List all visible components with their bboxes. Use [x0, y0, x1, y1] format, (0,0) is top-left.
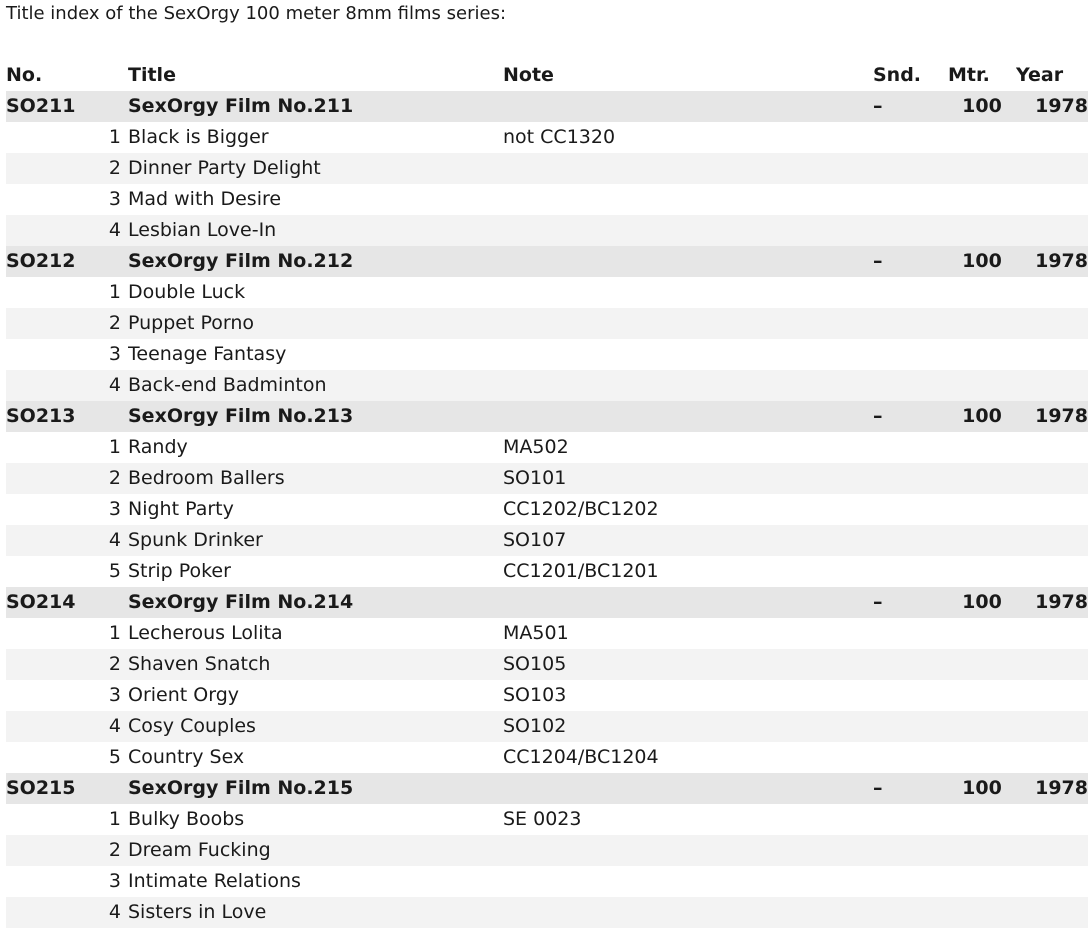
film-code: SO214	[6, 587, 128, 618]
item-sound	[873, 122, 948, 153]
item-title: Country Sex	[128, 746, 245, 768]
film-title: SexOrgy Film No.214	[128, 587, 503, 618]
item-year	[1016, 153, 1088, 184]
film-item-row	[6, 866, 1088, 897]
film-item-row	[6, 432, 1088, 463]
film-item-row	[6, 649, 1088, 680]
item-meters	[948, 711, 1016, 742]
film-meters: 100	[948, 773, 1016, 804]
item-note	[503, 184, 873, 215]
item-year	[1016, 370, 1088, 401]
item-sound	[873, 215, 948, 246]
item-note: CC1204/BC1204	[503, 746, 659, 768]
item-meters	[948, 153, 1016, 184]
item-meters	[948, 215, 1016, 246]
item-sound	[873, 277, 948, 308]
item-note	[503, 308, 873, 339]
film-title: SexOrgy Film No.211	[128, 91, 503, 122]
item-note: SO103	[503, 684, 567, 706]
item-title: Shaven Snatch	[128, 649, 503, 680]
item-sound	[873, 184, 948, 215]
film-item-row	[6, 711, 1088, 742]
item-year	[1016, 432, 1088, 463]
item-year	[1016, 277, 1088, 308]
item-meters	[948, 835, 1016, 866]
header-snd: Snd.	[873, 64, 922, 86]
item-year	[1016, 835, 1088, 866]
item-number: 3	[108, 343, 121, 365]
header-note: Note	[503, 64, 554, 86]
item-title: Randy	[128, 436, 188, 458]
item-sound	[873, 804, 948, 835]
item-sound	[873, 742, 948, 773]
film-group-row	[6, 773, 1088, 804]
film-item-row	[6, 494, 1088, 525]
film-item-row	[6, 463, 1088, 494]
film-sound: –	[873, 587, 948, 618]
film-code: SO211	[6, 91, 128, 122]
film-item-row	[6, 804, 1088, 835]
header-title: Title	[128, 64, 176, 86]
item-sound	[873, 556, 948, 587]
item-year	[1016, 711, 1088, 742]
item-title: Lesbian Love-In	[128, 215, 503, 246]
film-meters: 100	[948, 91, 1016, 122]
film-item-row	[6, 370, 1088, 401]
film-code: SO215	[6, 773, 128, 804]
film-item-row	[6, 680, 1088, 711]
item-note: SO102	[503, 711, 873, 742]
item-number: 1	[108, 436, 121, 458]
film-title: SexOrgy Film No.215	[128, 773, 503, 804]
item-meters	[948, 649, 1016, 680]
item-meters	[948, 618, 1016, 649]
film-sound: –	[873, 91, 948, 122]
item-note	[503, 866, 873, 897]
item-year	[1016, 122, 1088, 153]
item-meters	[948, 742, 1016, 773]
item-year	[1016, 184, 1088, 215]
film-note	[503, 246, 873, 277]
item-number: 3	[108, 498, 121, 520]
item-note: SE 0023	[503, 808, 582, 830]
item-number: 1	[108, 622, 121, 644]
item-number: 1	[108, 281, 121, 303]
item-number: 4	[6, 525, 128, 556]
film-sound: –	[873, 246, 948, 277]
item-year	[1016, 680, 1088, 711]
item-meters	[948, 184, 1016, 215]
item-year	[1016, 494, 1088, 525]
item-meters	[948, 897, 1016, 928]
item-sound	[873, 463, 948, 494]
item-title: Lecherous Lolita	[128, 622, 283, 644]
film-year: 1978	[1016, 91, 1088, 122]
table-header-row	[6, 60, 1088, 91]
films-table	[6, 60, 1088, 928]
item-title: Dinner Party Delight	[128, 153, 503, 184]
film-item-row	[6, 184, 1088, 215]
item-sound	[873, 649, 948, 680]
item-number: 4	[6, 215, 128, 246]
item-number: 2	[6, 649, 128, 680]
item-title: Cosy Couples	[128, 711, 503, 742]
item-number: 3	[108, 188, 121, 210]
item-sound	[873, 494, 948, 525]
header-year: Year	[1016, 64, 1064, 86]
film-note	[503, 587, 873, 618]
item-meters	[948, 277, 1016, 308]
item-meters	[948, 370, 1016, 401]
item-year	[1016, 215, 1088, 246]
item-sound	[873, 618, 948, 649]
page-intro: Title index of the SexOrgy 100 meter 8mm films series:	[6, 3, 507, 24]
film-title: SexOrgy Film No.213	[128, 401, 503, 432]
item-title: Bulky Boobs	[128, 808, 245, 830]
item-title: Orient Orgy	[128, 684, 240, 706]
item-number: 2	[6, 308, 128, 339]
film-item-row	[6, 742, 1088, 773]
item-number: 5	[108, 746, 121, 768]
item-title: Bedroom Ballers	[128, 463, 503, 494]
item-note	[503, 897, 873, 928]
item-sound	[873, 680, 948, 711]
film-item-row	[6, 835, 1088, 866]
film-code: SO213	[6, 401, 128, 432]
item-note: MA501	[503, 622, 569, 644]
item-meters	[948, 556, 1016, 587]
item-meters	[948, 122, 1016, 153]
item-title: Back-end Badminton	[128, 370, 503, 401]
item-title: Sisters in Love	[128, 897, 503, 928]
item-note	[503, 277, 873, 308]
item-number: 4	[6, 370, 128, 401]
item-title: Puppet Porno	[128, 308, 503, 339]
film-item-row	[6, 897, 1088, 928]
item-title: Intimate Relations	[128, 870, 301, 892]
film-meters: 100	[948, 587, 1016, 618]
header-mtr: Mtr.	[948, 64, 990, 86]
film-note	[503, 773, 873, 804]
item-year	[1016, 556, 1088, 587]
item-sound	[873, 153, 948, 184]
item-title: Teenage Fantasy	[128, 343, 287, 365]
item-number: 4	[6, 711, 128, 742]
item-year	[1016, 897, 1088, 928]
film-code: SO212	[6, 246, 128, 277]
item-sound	[873, 897, 948, 928]
film-meters: 100	[948, 246, 1016, 277]
item-year	[1016, 649, 1088, 680]
header-no: No.	[6, 64, 43, 86]
film-item-row	[6, 308, 1088, 339]
item-year	[1016, 804, 1088, 835]
item-note: SO105	[503, 649, 873, 680]
item-number: 5	[108, 560, 121, 582]
item-note: not CC1320	[503, 126, 616, 148]
item-meters	[948, 463, 1016, 494]
item-meters	[948, 680, 1016, 711]
films-table-body	[6, 91, 1088, 928]
item-note	[503, 370, 873, 401]
item-number: 2	[6, 153, 128, 184]
item-year	[1016, 463, 1088, 494]
film-year: 1978	[1016, 773, 1088, 804]
film-group-row	[6, 246, 1088, 277]
item-title: Strip Poker	[128, 560, 231, 582]
item-note: MA502	[503, 436, 569, 458]
item-note	[503, 835, 873, 866]
item-meters	[948, 525, 1016, 556]
item-note: CC1201/BC1201	[503, 560, 659, 582]
film-title: SexOrgy Film No.212	[128, 246, 503, 277]
item-number: 1	[108, 808, 121, 830]
item-note: SO107	[503, 525, 873, 556]
item-sound	[873, 866, 948, 897]
item-meters	[948, 866, 1016, 897]
film-group-row	[6, 587, 1088, 618]
film-note	[503, 91, 873, 122]
film-item-row	[6, 556, 1088, 587]
item-title: Spunk Drinker	[128, 525, 503, 556]
item-year	[1016, 742, 1088, 773]
film-year: 1978	[1016, 587, 1088, 618]
film-group-row	[6, 91, 1088, 122]
item-title: Double Luck	[128, 281, 246, 303]
item-title: Dream Fucking	[128, 835, 503, 866]
item-note	[503, 153, 873, 184]
item-number: 4	[6, 897, 128, 928]
item-year	[1016, 308, 1088, 339]
item-title: Mad with Desire	[128, 188, 282, 210]
film-meters: 100	[948, 401, 1016, 432]
item-note: CC1202/BC1202	[503, 498, 659, 520]
item-sound	[873, 835, 948, 866]
item-meters	[948, 804, 1016, 835]
item-year	[1016, 525, 1088, 556]
film-item-row	[6, 525, 1088, 556]
item-sound	[873, 525, 948, 556]
item-note	[503, 339, 873, 370]
film-group-row	[6, 401, 1088, 432]
item-sound	[873, 308, 948, 339]
film-item-row	[6, 122, 1088, 153]
film-year: 1978	[1016, 246, 1088, 277]
film-sound: –	[873, 773, 948, 804]
item-meters	[948, 308, 1016, 339]
film-item-row	[6, 339, 1088, 370]
item-year	[1016, 339, 1088, 370]
item-sound	[873, 339, 948, 370]
item-title: Night Party	[128, 498, 234, 520]
item-number: 1	[108, 126, 121, 148]
film-item-row	[6, 277, 1088, 308]
item-note: SO101	[503, 463, 873, 494]
film-item-row	[6, 618, 1088, 649]
item-number: 2	[6, 463, 128, 494]
film-note	[503, 401, 873, 432]
item-number: 3	[108, 684, 121, 706]
item-sound	[873, 432, 948, 463]
item-title: Black is Bigger	[128, 126, 269, 148]
item-year	[1016, 618, 1088, 649]
item-year	[1016, 866, 1088, 897]
item-meters	[948, 494, 1016, 525]
item-number: 3	[108, 870, 121, 892]
item-sound	[873, 711, 948, 742]
item-note	[503, 215, 873, 246]
film-sound: –	[873, 401, 948, 432]
item-number: 2	[6, 835, 128, 866]
film-item-row	[6, 215, 1088, 246]
film-year: 1978	[1016, 401, 1088, 432]
item-meters	[948, 432, 1016, 463]
film-item-row	[6, 153, 1088, 184]
item-meters	[948, 339, 1016, 370]
item-sound	[873, 370, 948, 401]
